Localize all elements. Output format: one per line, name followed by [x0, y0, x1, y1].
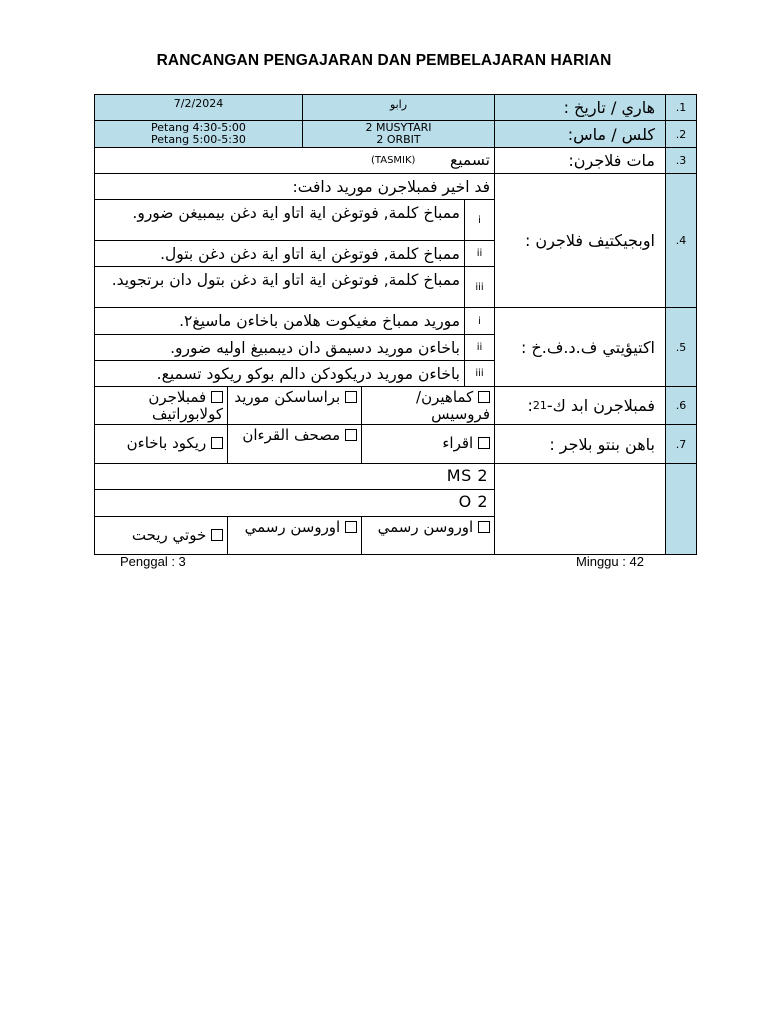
admin-option[interactable] — [227, 516, 362, 555]
pak21-option-label: كماهيرن/ فروسيس — [416, 388, 490, 423]
term-label: Penggal : 3 — [120, 554, 186, 569]
pak21-label — [494, 386, 666, 425]
pak21-label-text: فمبلاجرن ابد ك- — [546, 396, 655, 415]
empty-label-cell — [494, 463, 666, 555]
checkbox-icon[interactable] — [345, 391, 357, 403]
date-value: 7/2/2024 — [94, 94, 303, 121]
week-label: Minggu : 42 — [576, 554, 644, 569]
checkbox-icon[interactable] — [345, 429, 357, 441]
objective-label: اوبجيكتيف فلاجرن : — [494, 173, 666, 308]
row-number: .5 — [665, 307, 697, 387]
subject-latin: (TASMIK) — [371, 155, 416, 166]
admin-option[interactable] — [361, 516, 495, 555]
row-number-empty — [665, 463, 697, 555]
admin-option[interactable] — [94, 516, 228, 555]
time-slot: Petang 4:30-5:00 — [151, 121, 246, 134]
teaching-aid-option-label: ريكود باخاءن — [126, 434, 207, 452]
activity-label: اكتيؤيتي ف.د.ف.خ : — [494, 307, 666, 387]
pak21-option[interactable] — [361, 386, 495, 425]
objective-item: ممباخ كلمة, فوتوغن اية اتاو اية دغن بتول دان برتجويد. — [94, 266, 465, 308]
admin-option-label: خوتي ريحت — [131, 526, 207, 544]
activity-index: ii — [464, 334, 495, 361]
teaching-aid-option[interactable] — [227, 424, 362, 464]
pak21-option-label: فمبلاجرن كولابوراتيف — [148, 388, 223, 423]
teaching-aid-option[interactable] — [94, 424, 228, 464]
checkbox-icon[interactable] — [211, 391, 223, 403]
objective-index: iii — [464, 266, 495, 308]
class-name: 2 ORBIT — [376, 133, 421, 146]
checkbox-icon[interactable] — [478, 391, 490, 403]
day-value: رابو — [302, 94, 495, 121]
pak21-label-number: 21 — [532, 399, 547, 412]
row-number: .3 — [665, 147, 697, 174]
checkbox-icon[interactable] — [211, 529, 223, 541]
row-number: .6 — [665, 386, 697, 425]
activity-index: i — [464, 307, 495, 335]
admin-option-label: اوروسن رسمي — [377, 518, 474, 536]
row-number: .2 — [665, 120, 697, 148]
day-date-label: هاري / تاريخ : — [494, 94, 666, 121]
class-time-label: كلس / ماس: — [494, 120, 666, 148]
subject-label: مات فلاجرن: — [494, 147, 666, 174]
activity-item: موريد ممباخ مغيكوت هلامن باخاءن ماسيغ٢. — [94, 307, 465, 335]
activity-item: باخاءن موريد دريكودكن دالم بوكو ريكود تسميع. — [94, 360, 465, 387]
checkbox-icon[interactable] — [478, 437, 490, 449]
subject-cell — [94, 147, 495, 174]
class-code: O 2 — [94, 489, 495, 517]
checkbox-icon[interactable] — [345, 521, 357, 533]
class-cell — [302, 120, 495, 148]
objective-index: i — [464, 199, 495, 241]
row-number: .7 — [665, 424, 697, 464]
class-code: MS 2 — [94, 463, 495, 490]
document-title: RANCANGAN PENGAJARAN DAN PEMBELAJARAN HARIAN — [156, 52, 612, 69]
activity-index: iii — [464, 360, 495, 387]
teaching-aid-option-label: مصحف القرءان — [242, 426, 341, 444]
objective-intro: فد اخير فمبلاجرن موريد دافت: — [94, 173, 495, 200]
checkbox-icon[interactable] — [478, 521, 490, 533]
pak21-option-label: براساسكن موريد — [234, 388, 341, 406]
objective-item: ممباخ كلمة, فوتوغن اية اتاو اية دغن دغن بتول. — [94, 240, 465, 267]
class-name: 2 MUSYTARI — [365, 121, 432, 134]
time-slot: Petang 5:00-5:30 — [151, 133, 246, 146]
activity-item: باخاءن موريد دسيمق دان ديبمبيغ اوليه ضورو. — [94, 334, 465, 361]
checkbox-icon[interactable] — [211, 437, 223, 449]
objective-index: ii — [464, 240, 495, 267]
teaching-aid-option-label: اقراء — [442, 434, 474, 452]
pak21-label-colon: : — [527, 396, 533, 415]
teaching-aid-option[interactable] — [361, 424, 495, 464]
pak21-option[interactable] — [94, 386, 228, 425]
subject-value: تسميع — [449, 151, 490, 169]
row-number: .4 — [665, 173, 697, 308]
pak21-option[interactable] — [227, 386, 362, 425]
teaching-aid-label: باهن بنتو بلاجر : — [494, 424, 666, 464]
time-cell — [94, 120, 303, 148]
admin-option-label: اوروسن رسمي — [244, 518, 341, 536]
row-number: .1 — [665, 94, 697, 121]
objective-item: ممباخ كلمة, فوتوغن اية اتاو اية دغن بيمبيغن ضورو. — [94, 199, 465, 241]
